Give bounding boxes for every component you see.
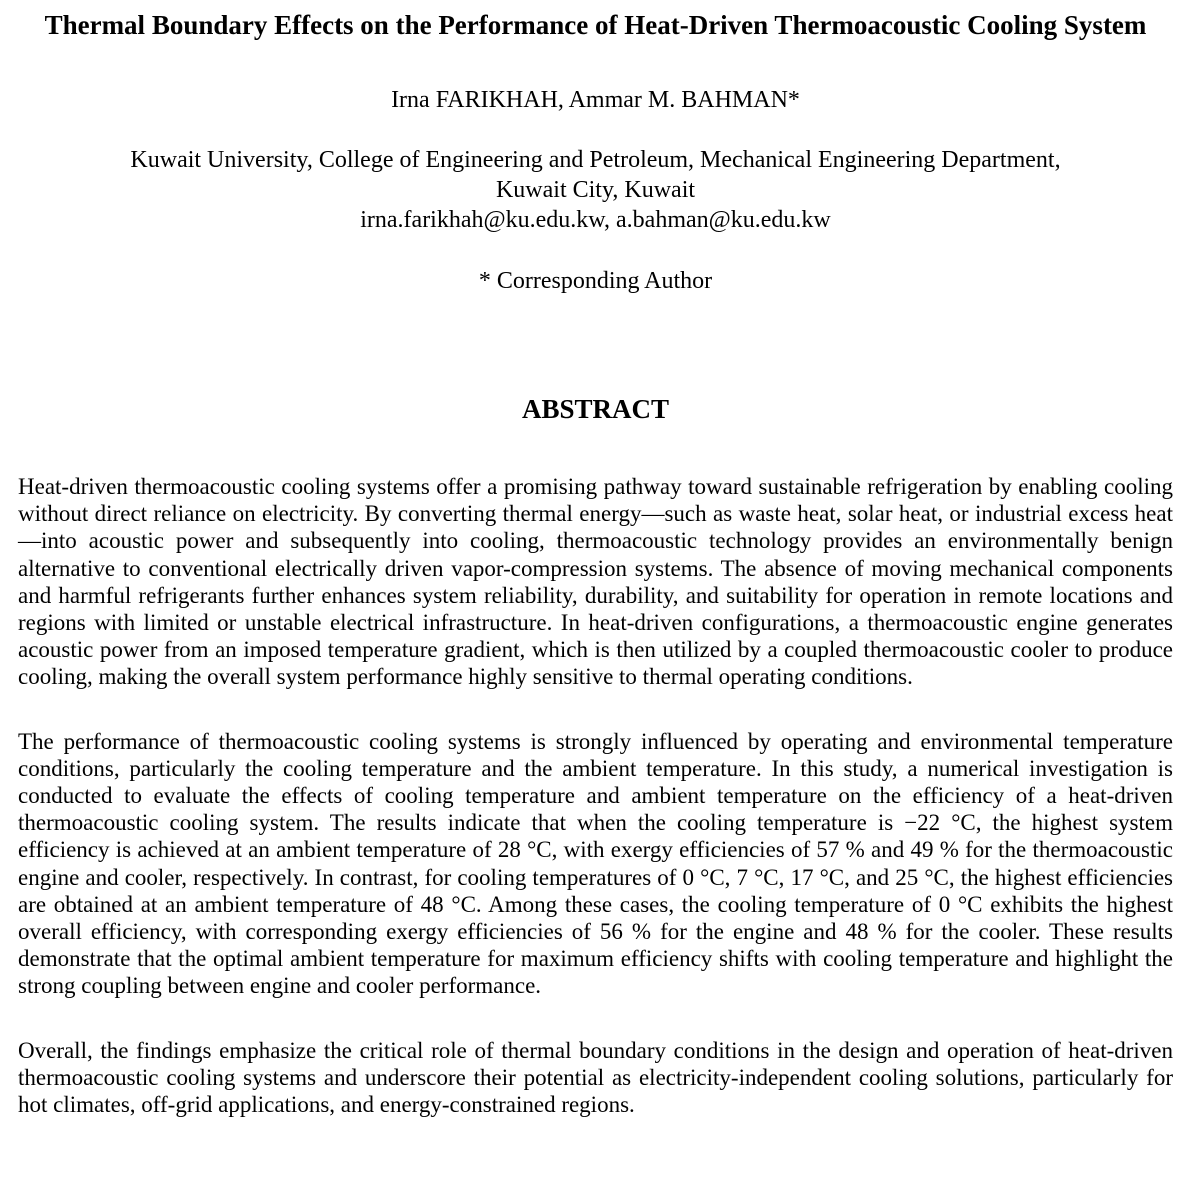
affiliation-line: Kuwait University, College of Engineering and Petroleum, Mechanical Engineering Department,	[130, 147, 1061, 173]
author-emails: irna.farikhah@ku.edu.kw, a.bahman@ku.edu.kw	[360, 207, 831, 233]
paper-page	[18, 0, 1173, 1118]
affiliation-block	[18, 145, 1173, 235]
abstract-paragraph: Heat-driven thermoacoustic cooling systems offer a promising pathway toward sustainable refrigeration by enabling cooling without direct reliance on electricity. By converting thermal energy—such as waste heat, solar heat, or industrial excess heat—into acoustic power and subsequently into cooling, thermoacoustic technology provides an environmentally benign alternative to conventional electrically driven vapor-compression systems. The absence of moving mechanical components and harmful refrigerants further enhances system reliability, durability, and suitability for operation in remote locations and regions with limited or unstable electrical infrastructure. In heat-driven configurations, a thermoacoustic engine generates acoustic power from an imposed temperature gradient, which is then utilized by a coupled thermoacoustic cooler to produce cooling, making the overall system performance highly sensitive to thermal operating conditions.	[18, 474, 1173, 690]
abstract-paragraph: Overall, the findings emphasize the critical role of thermal boundary conditions in the design and operation of heat-driven thermoacoustic cooling systems and underscore their potential as electricity-independent cooling solutions, particularly for hot climates, off-grid applications, and energy-constrained regions.	[18, 1037, 1173, 1118]
paper-title: Thermal Boundary Effects on the Performance of Heat-Driven Thermoacoustic Cooling System	[44, 10, 1147, 40]
corresponding-author-note: * Corresponding Author	[478, 268, 713, 294]
abstract-heading: ABSTRACT	[521, 394, 670, 424]
affiliation-city: Kuwait City, Kuwait	[495, 177, 696, 203]
abstract-paragraph: The performance of thermoacoustic cooling systems is strongly influenced by operating and environmental temperature conditions, particularly the cooling temperature and the ambient temperature. In this study, a numerical investigation is conducted to evaluate the effects of cooling temperature and ambient temperature on the efficiency of a heat-driven thermoacoustic cooling system. The results indicate that when the cooling temperature is −22 °C, the highest system efficiency is achieved at an ambient temperature of 28 °C, with exergy efficiencies of 57 % and 49 % for the thermoacoustic engine and cooler, respectively. In contrast, for cooling temperatures of 0 °C, 7 °C, 17 °C, and 25 °C, the highest efficiencies are obtained at an ambient temperature of 48 °C. Among these cases, the cooling temperature of 0 °C exhibits the highest overall efficiency, with corresponding exergy efficiencies of 56 % for the engine and 48 % for the cooler. These results demonstrate that the optimal ambient temperature for maximum efficiency shifts with cooling temperature and highlight the strong coupling between engine and cooler performance.	[18, 728, 1173, 999]
author-list: Irna FARIKHAH, Ammar M. BAHMAN*	[391, 87, 800, 113]
